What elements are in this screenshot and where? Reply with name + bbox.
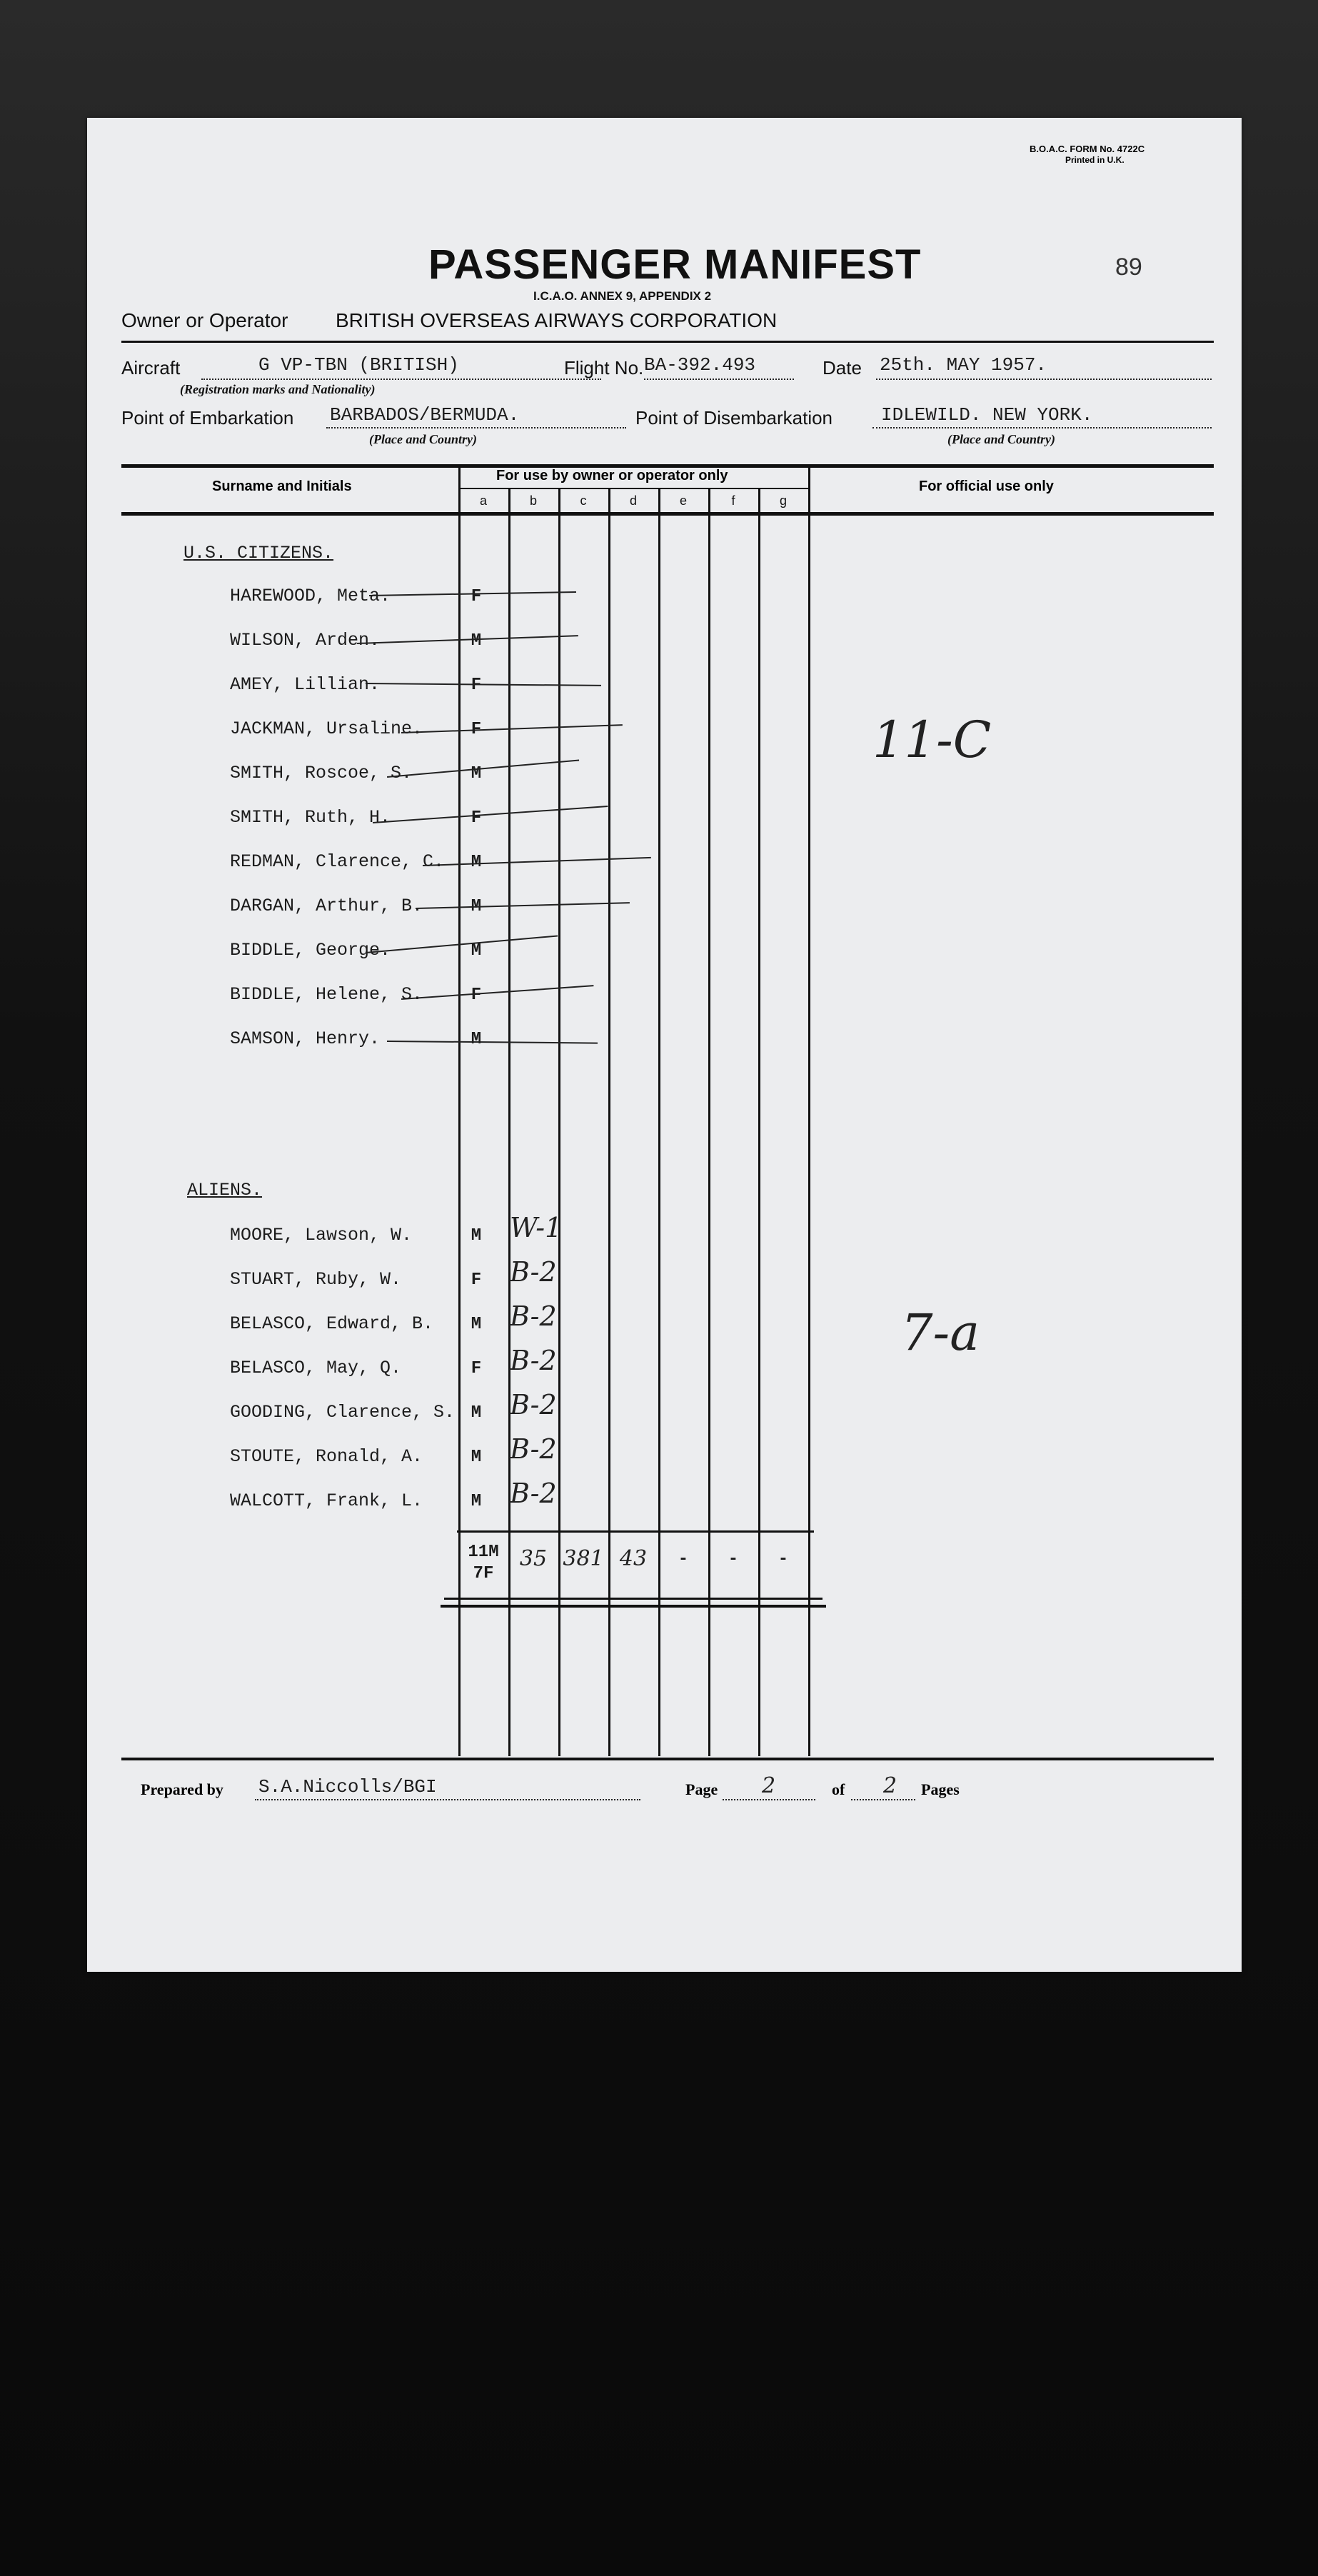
manifest-title: PASSENGER MANIFEST bbox=[428, 241, 922, 288]
col-heading-g: g bbox=[779, 493, 787, 508]
passenger-name: AMEY, Lillian. bbox=[230, 674, 381, 695]
strike-line bbox=[423, 857, 651, 866]
total-a-females: 7F bbox=[473, 1564, 494, 1583]
col-heading-b: b bbox=[529, 493, 537, 508]
printed-note: Printed in U.K. bbox=[1065, 155, 1125, 165]
official-note-1: 11-C bbox=[872, 711, 992, 769]
visa-class: W-1 bbox=[510, 1212, 563, 1243]
passenger-name: WILSON, Arden. bbox=[230, 630, 381, 651]
owner-use-heading: For use by owner or operator only bbox=[496, 468, 728, 483]
aircraft-label: Aircraft bbox=[121, 357, 181, 379]
total-e: - bbox=[678, 1550, 689, 1569]
visa-class: B-2 bbox=[510, 1345, 557, 1376]
passenger-name: GOODING, Clarence, S. bbox=[230, 1402, 456, 1423]
official-use-heading: For official use only bbox=[919, 478, 1054, 494]
prepared-dots bbox=[255, 1799, 640, 1800]
total-b: 35 bbox=[519, 1546, 548, 1571]
totals-bottom-rule-1 bbox=[444, 1598, 823, 1600]
strike-line bbox=[387, 1041, 598, 1044]
passenger-sex: F bbox=[471, 986, 482, 1005]
passenger-sex: F bbox=[471, 808, 482, 828]
col-line-official bbox=[808, 466, 810, 1756]
passenger-sex: F bbox=[471, 1359, 482, 1378]
flight-value: BA-392.493 bbox=[644, 354, 756, 376]
passenger-name: BELASCO, May, Q. bbox=[230, 1358, 402, 1378]
official-note-2: 7-a bbox=[901, 1303, 980, 1362]
section-us-citizens: U.S. CITIZENS. bbox=[183, 543, 334, 563]
owner-label: Owner or Operator bbox=[121, 309, 288, 331]
date-dots bbox=[876, 379, 1212, 380]
of-dots bbox=[851, 1799, 915, 1800]
strike-line bbox=[366, 935, 558, 953]
total-c: 381 bbox=[563, 1546, 604, 1571]
table-header-rule bbox=[121, 512, 1214, 516]
owner-value: BRITISH OVERSEAS AIRWAYS CORPORATION bbox=[336, 309, 778, 331]
totals-top-rule bbox=[457, 1530, 814, 1533]
embark-note: (Place and Country) bbox=[369, 432, 477, 446]
passenger-name: BIDDLE, George. bbox=[230, 940, 391, 961]
col-heading-d: d bbox=[629, 493, 637, 508]
visa-class: B-2 bbox=[510, 1478, 557, 1509]
flight-label: Flight No. bbox=[564, 357, 644, 379]
page-value: 2 bbox=[762, 1773, 776, 1798]
of-label: of bbox=[832, 1780, 845, 1798]
passenger-sex: M bbox=[471, 1448, 482, 1467]
total-g: - bbox=[778, 1550, 789, 1569]
embarkation-label: Point of Embarkation bbox=[121, 407, 294, 429]
passenger-name: SMITH, Ruth, H. bbox=[230, 807, 391, 828]
disembarkation-label: Point of Disembarkation bbox=[635, 407, 833, 429]
passenger-sex: M bbox=[471, 1226, 482, 1246]
passenger-name: STUART, Ruby, W. bbox=[230, 1269, 402, 1290]
passenger-sex: F bbox=[471, 1271, 482, 1290]
passenger-sex: M bbox=[471, 1315, 482, 1334]
total-d: 43 bbox=[619, 1546, 648, 1571]
passenger-name: BELASCO, Edward, B. bbox=[230, 1313, 434, 1334]
passenger-sex: F bbox=[471, 676, 482, 695]
form-number: B.O.A.C. FORM No. 4722C bbox=[1030, 144, 1145, 154]
disembarkation-value: IDLEWILD. NEW YORK. bbox=[881, 404, 1093, 426]
passenger-sex: M bbox=[471, 1403, 482, 1423]
disembark-note: (Place and Country) bbox=[947, 432, 1055, 446]
flight-dots bbox=[644, 379, 794, 380]
totals-bottom-rule-2 bbox=[441, 1605, 826, 1608]
passenger-sex: M bbox=[471, 1492, 482, 1511]
passenger-name: SAMSON, Henry. bbox=[230, 1028, 381, 1049]
strike-line bbox=[373, 806, 608, 823]
passenger-sex: M bbox=[471, 897, 482, 916]
sheet-number: 89 bbox=[1115, 254, 1142, 281]
passenger-name: DARGAN, Arthur, B. bbox=[230, 896, 423, 916]
aircraft-dots bbox=[201, 379, 601, 380]
strike-line bbox=[416, 902, 630, 909]
surname-heading: Surname and Initials bbox=[212, 478, 352, 494]
owner-use-subrule bbox=[458, 488, 810, 489]
visa-class: B-2 bbox=[510, 1256, 557, 1288]
page-label: Page bbox=[685, 1780, 718, 1798]
of-value: 2 bbox=[883, 1773, 897, 1798]
passenger-sex: F bbox=[471, 587, 482, 606]
date-value: 25th. MAY 1957. bbox=[880, 354, 1047, 376]
strike-line bbox=[401, 724, 623, 733]
passenger-name: SMITH, Roscoe, S. bbox=[230, 763, 413, 783]
aircraft-note: (Registration marks and Nationality) bbox=[180, 382, 376, 396]
passenger-name: JACKMAN, Ursaline. bbox=[230, 718, 423, 739]
passenger-name: BIDDLE, Helene, S. bbox=[230, 984, 423, 1005]
table-bottom-rule bbox=[121, 1758, 1214, 1760]
passenger-name: REDMAN, Clarence, C. bbox=[230, 851, 445, 872]
col-heading-e: e bbox=[679, 493, 687, 508]
manifest-page bbox=[87, 118, 1242, 1972]
passenger-sex: F bbox=[471, 720, 482, 739]
prepared-value: S.A.Niccolls/BGI bbox=[258, 1776, 437, 1798]
passenger-name: MOORE, Lawson, W. bbox=[230, 1225, 413, 1246]
passenger-name: STOUTE, Ronald, A. bbox=[230, 1446, 423, 1467]
passenger-sex: M bbox=[471, 631, 482, 651]
aircraft-value: G VP-TBN (BRITISH) bbox=[258, 354, 459, 376]
col-heading-f: f bbox=[731, 493, 735, 508]
col-heading-a: a bbox=[479, 493, 487, 508]
passenger-sex: M bbox=[471, 1030, 482, 1049]
manifest-subtitle: I.C.A.O. ANNEX 9, APPENDIX 2 bbox=[533, 289, 712, 303]
section-aliens: ALIENS. bbox=[187, 1180, 263, 1201]
strike-line bbox=[401, 985, 593, 1000]
page-dots bbox=[723, 1799, 815, 1800]
rule-top bbox=[121, 341, 1214, 343]
passenger-sex: M bbox=[471, 764, 482, 783]
passenger-name: HAREWOOD, Meta. bbox=[230, 586, 391, 606]
passenger-sex: M bbox=[471, 853, 482, 872]
total-a-males: 11M bbox=[468, 1543, 499, 1562]
prepared-label: Prepared by bbox=[141, 1780, 223, 1798]
passenger-sex: M bbox=[471, 941, 482, 961]
pages-label: Pages bbox=[921, 1780, 960, 1798]
visa-class: B-2 bbox=[510, 1300, 557, 1332]
embark-dots bbox=[326, 427, 626, 429]
visa-class: B-2 bbox=[510, 1433, 557, 1465]
date-label: Date bbox=[823, 357, 862, 379]
disembark-dots bbox=[872, 427, 1212, 429]
total-f: - bbox=[728, 1550, 739, 1569]
embarkation-value: BARBADOS/BERMUDA. bbox=[330, 404, 520, 426]
visa-class: B-2 bbox=[510, 1389, 557, 1420]
passenger-name: WALCOTT, Frank, L. bbox=[230, 1490, 423, 1511]
col-line-a bbox=[458, 466, 461, 1756]
col-heading-c: c bbox=[580, 493, 587, 508]
